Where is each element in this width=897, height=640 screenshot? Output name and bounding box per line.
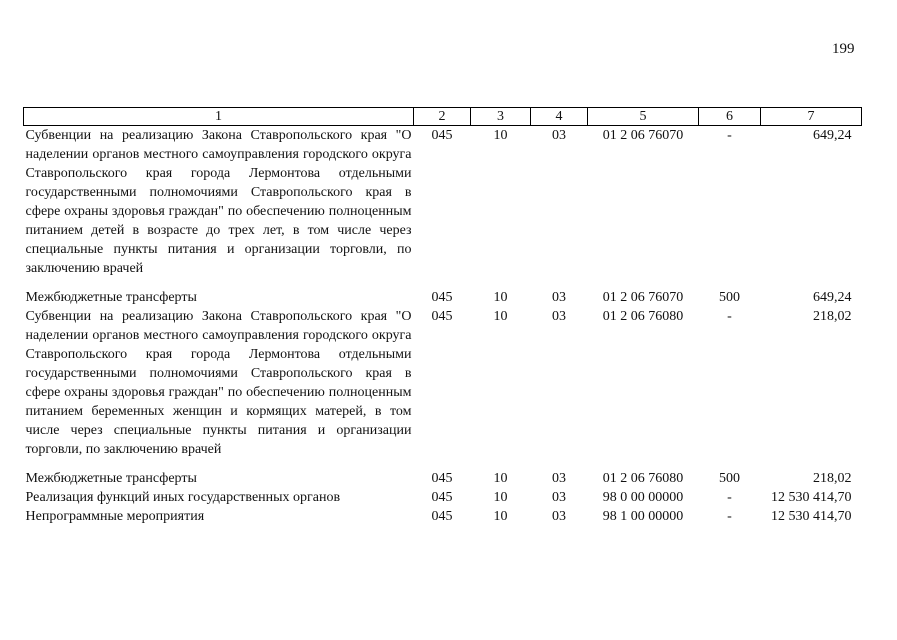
row-amount: 12 530 414,70 [771, 509, 852, 524]
row-code-6: - [727, 309, 732, 324]
row-code-4: 03 [552, 128, 566, 143]
header-row [24, 108, 862, 126]
table-row [24, 469, 862, 488]
row-name: Межбюджетные трансферты [25, 471, 197, 486]
row-code-2: 045 [431, 128, 453, 143]
header-col-1: 1 [24, 108, 414, 126]
row-code-2: 045 [431, 290, 453, 305]
row-code-4: 03 [552, 471, 566, 486]
header-col-7: 7 [761, 108, 862, 126]
row-code-4: 03 [552, 490, 566, 505]
row-name: Непрограммные мероприятия [25, 509, 205, 524]
header-col-3: 3 [471, 108, 531, 126]
page-number: 199 [832, 41, 855, 57]
header-col-4: 4 [531, 108, 588, 126]
row-code-4: 03 [552, 509, 566, 524]
budget-table [23, 107, 862, 526]
row-code-5: 01 2 06 76070 [602, 290, 684, 305]
row-code-6: - [727, 490, 732, 505]
header-col-6: 6 [699, 108, 761, 126]
row-code-4: 03 [552, 290, 566, 305]
row-code-6: 500 [719, 471, 740, 486]
table-row [24, 488, 862, 507]
table-body [24, 126, 862, 527]
table-row [24, 126, 862, 289]
row-code-6: - [727, 128, 732, 143]
row-name: Межбюджетные трансферты [25, 290, 197, 305]
row-name: Реализация функций иных государственных органов [25, 490, 341, 505]
row-code-3: 10 [493, 309, 508, 324]
row-code-6: 500 [719, 290, 740, 305]
row-code-3: 10 [493, 290, 508, 305]
row-name: Субвенции на реализацию Закона Ставропольского края "О наделении органов местного самоуправления городского округа Ставропольского края города Лермонтова отдельными государственными полномочиями Ставропольского края в сфере охраны здоровья граждан" по обеспечению полноценным питанием беременных женщин и кормящих матерей, в том числе через специальные пункты питания и организации торговли, по заключению врачей [25, 309, 412, 457]
header-col-2: 2 [414, 108, 471, 126]
row-code-2: 045 [431, 490, 453, 505]
table-row [24, 288, 862, 307]
row-name: Субвенции на реализацию Закона Ставропольского края "О наделении органов местного самоуправления городского округа Ставропольского края города Лермонтова отдельными государственными полномочиями Ставропольского края в сфере охраны здоровья граждан" по обеспечению полноценным питанием детей в возрасте до трех лет, в том числе через специальные пункты питания и организации торговли, по заключению врачей [25, 128, 412, 276]
table-row [24, 307, 862, 469]
row-code-5: 01 2 06 76070 [602, 128, 684, 143]
row-code-3: 10 [493, 509, 508, 524]
row-amount: 218,02 [813, 309, 852, 324]
row-code-4: 03 [552, 309, 566, 324]
row-code-3: 10 [493, 471, 508, 486]
row-code-3: 10 [493, 128, 508, 143]
table-header [24, 108, 862, 126]
row-code-6: - [727, 509, 732, 524]
row-code-5: 01 2 06 76080 [602, 309, 684, 324]
row-code-5: 01 2 06 76080 [602, 471, 684, 486]
table-row [24, 507, 862, 526]
row-code-2: 045 [431, 309, 453, 324]
header-col-5: 5 [588, 108, 699, 126]
row-amount: 649,24 [813, 128, 852, 143]
row-amount: 12 530 414,70 [771, 490, 852, 505]
row-code-2: 045 [431, 471, 453, 486]
row-amount: 218,02 [813, 471, 852, 486]
row-code-5: 98 1 00 00000 [602, 509, 684, 524]
row-code-3: 10 [493, 490, 508, 505]
row-code-2: 045 [431, 509, 453, 524]
row-code-5: 98 0 00 00000 [602, 490, 684, 505]
row-amount: 649,24 [813, 290, 852, 305]
